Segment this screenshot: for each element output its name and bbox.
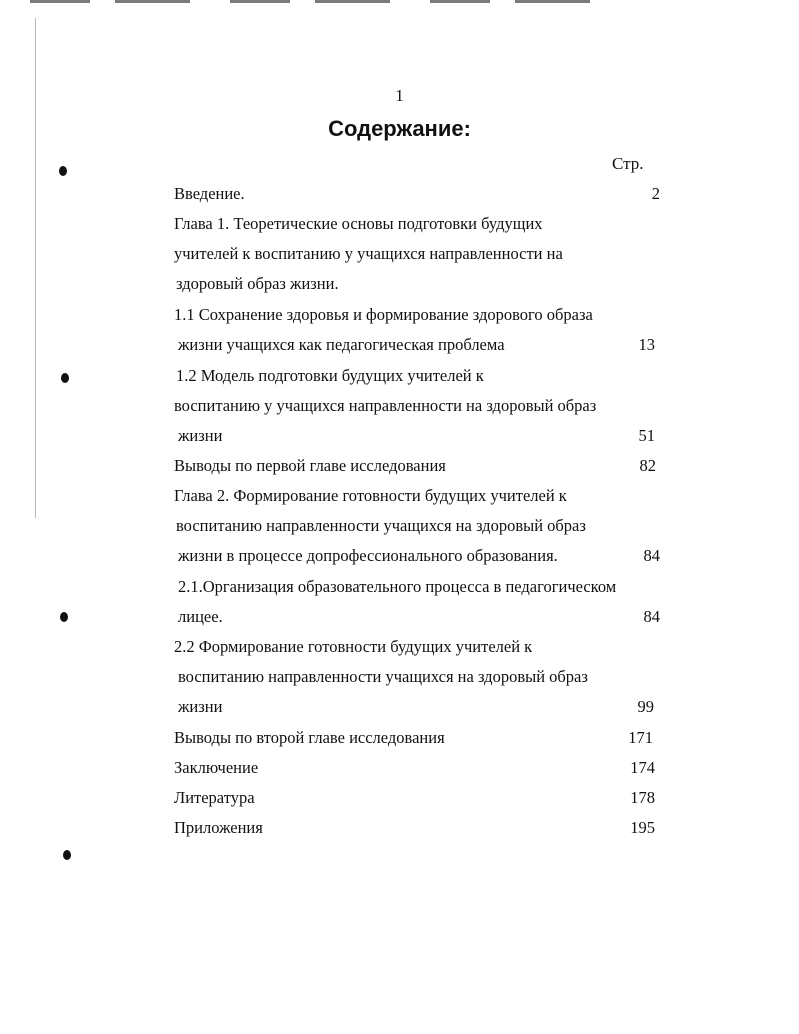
binder-hole-mark xyxy=(60,612,68,622)
toc-entry-line: учителей к воспитанию у учащихся направленности на xyxy=(174,244,563,263)
toc-entry-line: Выводы по второй главе исследования xyxy=(174,728,445,747)
toc-entry-page: 99 xyxy=(637,697,654,716)
toc-entry-page: 84 xyxy=(643,546,660,565)
toc-entry-page: 82 xyxy=(639,456,656,475)
binder-hole-mark xyxy=(61,373,69,383)
toc-entry-page: 178 xyxy=(630,788,655,807)
toc-entry-line: Введение. xyxy=(174,184,245,203)
toc-entry-line: Глава 2. Формирование готовности будущих учителей к xyxy=(174,486,567,505)
toc-entry-line: жизни xyxy=(178,426,223,445)
toc-entry-line: 2.1.Организация образовательного процесса в педагогическом xyxy=(178,577,617,596)
binder-hole-mark xyxy=(63,850,71,860)
toc-entry-line: лицее. xyxy=(178,607,223,626)
toc-entry-line: Выводы по первой главе исследования xyxy=(174,456,446,475)
toc-entry-page: 2 xyxy=(651,184,660,203)
toc-entry-line: 1.1 Сохранение здоровья и формирование здорового образа xyxy=(174,305,593,324)
toc-entry-page: 51 xyxy=(638,426,655,445)
toc-entry-page: 174 xyxy=(630,758,655,777)
toc-entry-line: здоровый образ жизни. xyxy=(176,274,339,293)
toc-entry-line: 2.2 Формирование готовности будущих учителей к xyxy=(174,637,533,656)
toc-entry-page: 171 xyxy=(628,728,653,747)
page-title: Содержание: xyxy=(328,116,471,141)
page-column-label: Стр. xyxy=(612,154,644,173)
toc-entry-page: 84 xyxy=(643,607,660,626)
toc-entry-line: 1.2 Модель подготовки будущих учителей к xyxy=(176,366,484,385)
toc-entry-line: Глава 1. Теоретические основы подготовки будущих xyxy=(174,214,543,233)
toc-entry-line: воспитанию направленности учащихся на здоровый образ xyxy=(176,516,586,535)
toc-entry-line: Приложения xyxy=(174,818,263,837)
toc-entry-line: воспитанию направленности учащихся на здоровый образ xyxy=(178,667,588,686)
toc-entry-line: жизни учащихся как педагогическая проблема xyxy=(178,335,505,354)
toc-entry-page: 195 xyxy=(630,818,655,837)
toc-entry-line: жизни xyxy=(178,697,223,716)
scan-artifact-top xyxy=(30,0,630,3)
toc-entry-line: Заключение xyxy=(174,758,259,777)
toc-entry-line: воспитанию у учащихся направленности на здоровый образ xyxy=(174,396,597,415)
toc-entry-page: 13 xyxy=(638,335,655,354)
binder-hole-mark xyxy=(59,166,67,176)
page-number: 1 xyxy=(395,86,404,105)
toc-entry-line: Литература xyxy=(174,788,255,807)
toc-entry-line: жизни в процессе допрофессионального образования. xyxy=(178,546,558,565)
